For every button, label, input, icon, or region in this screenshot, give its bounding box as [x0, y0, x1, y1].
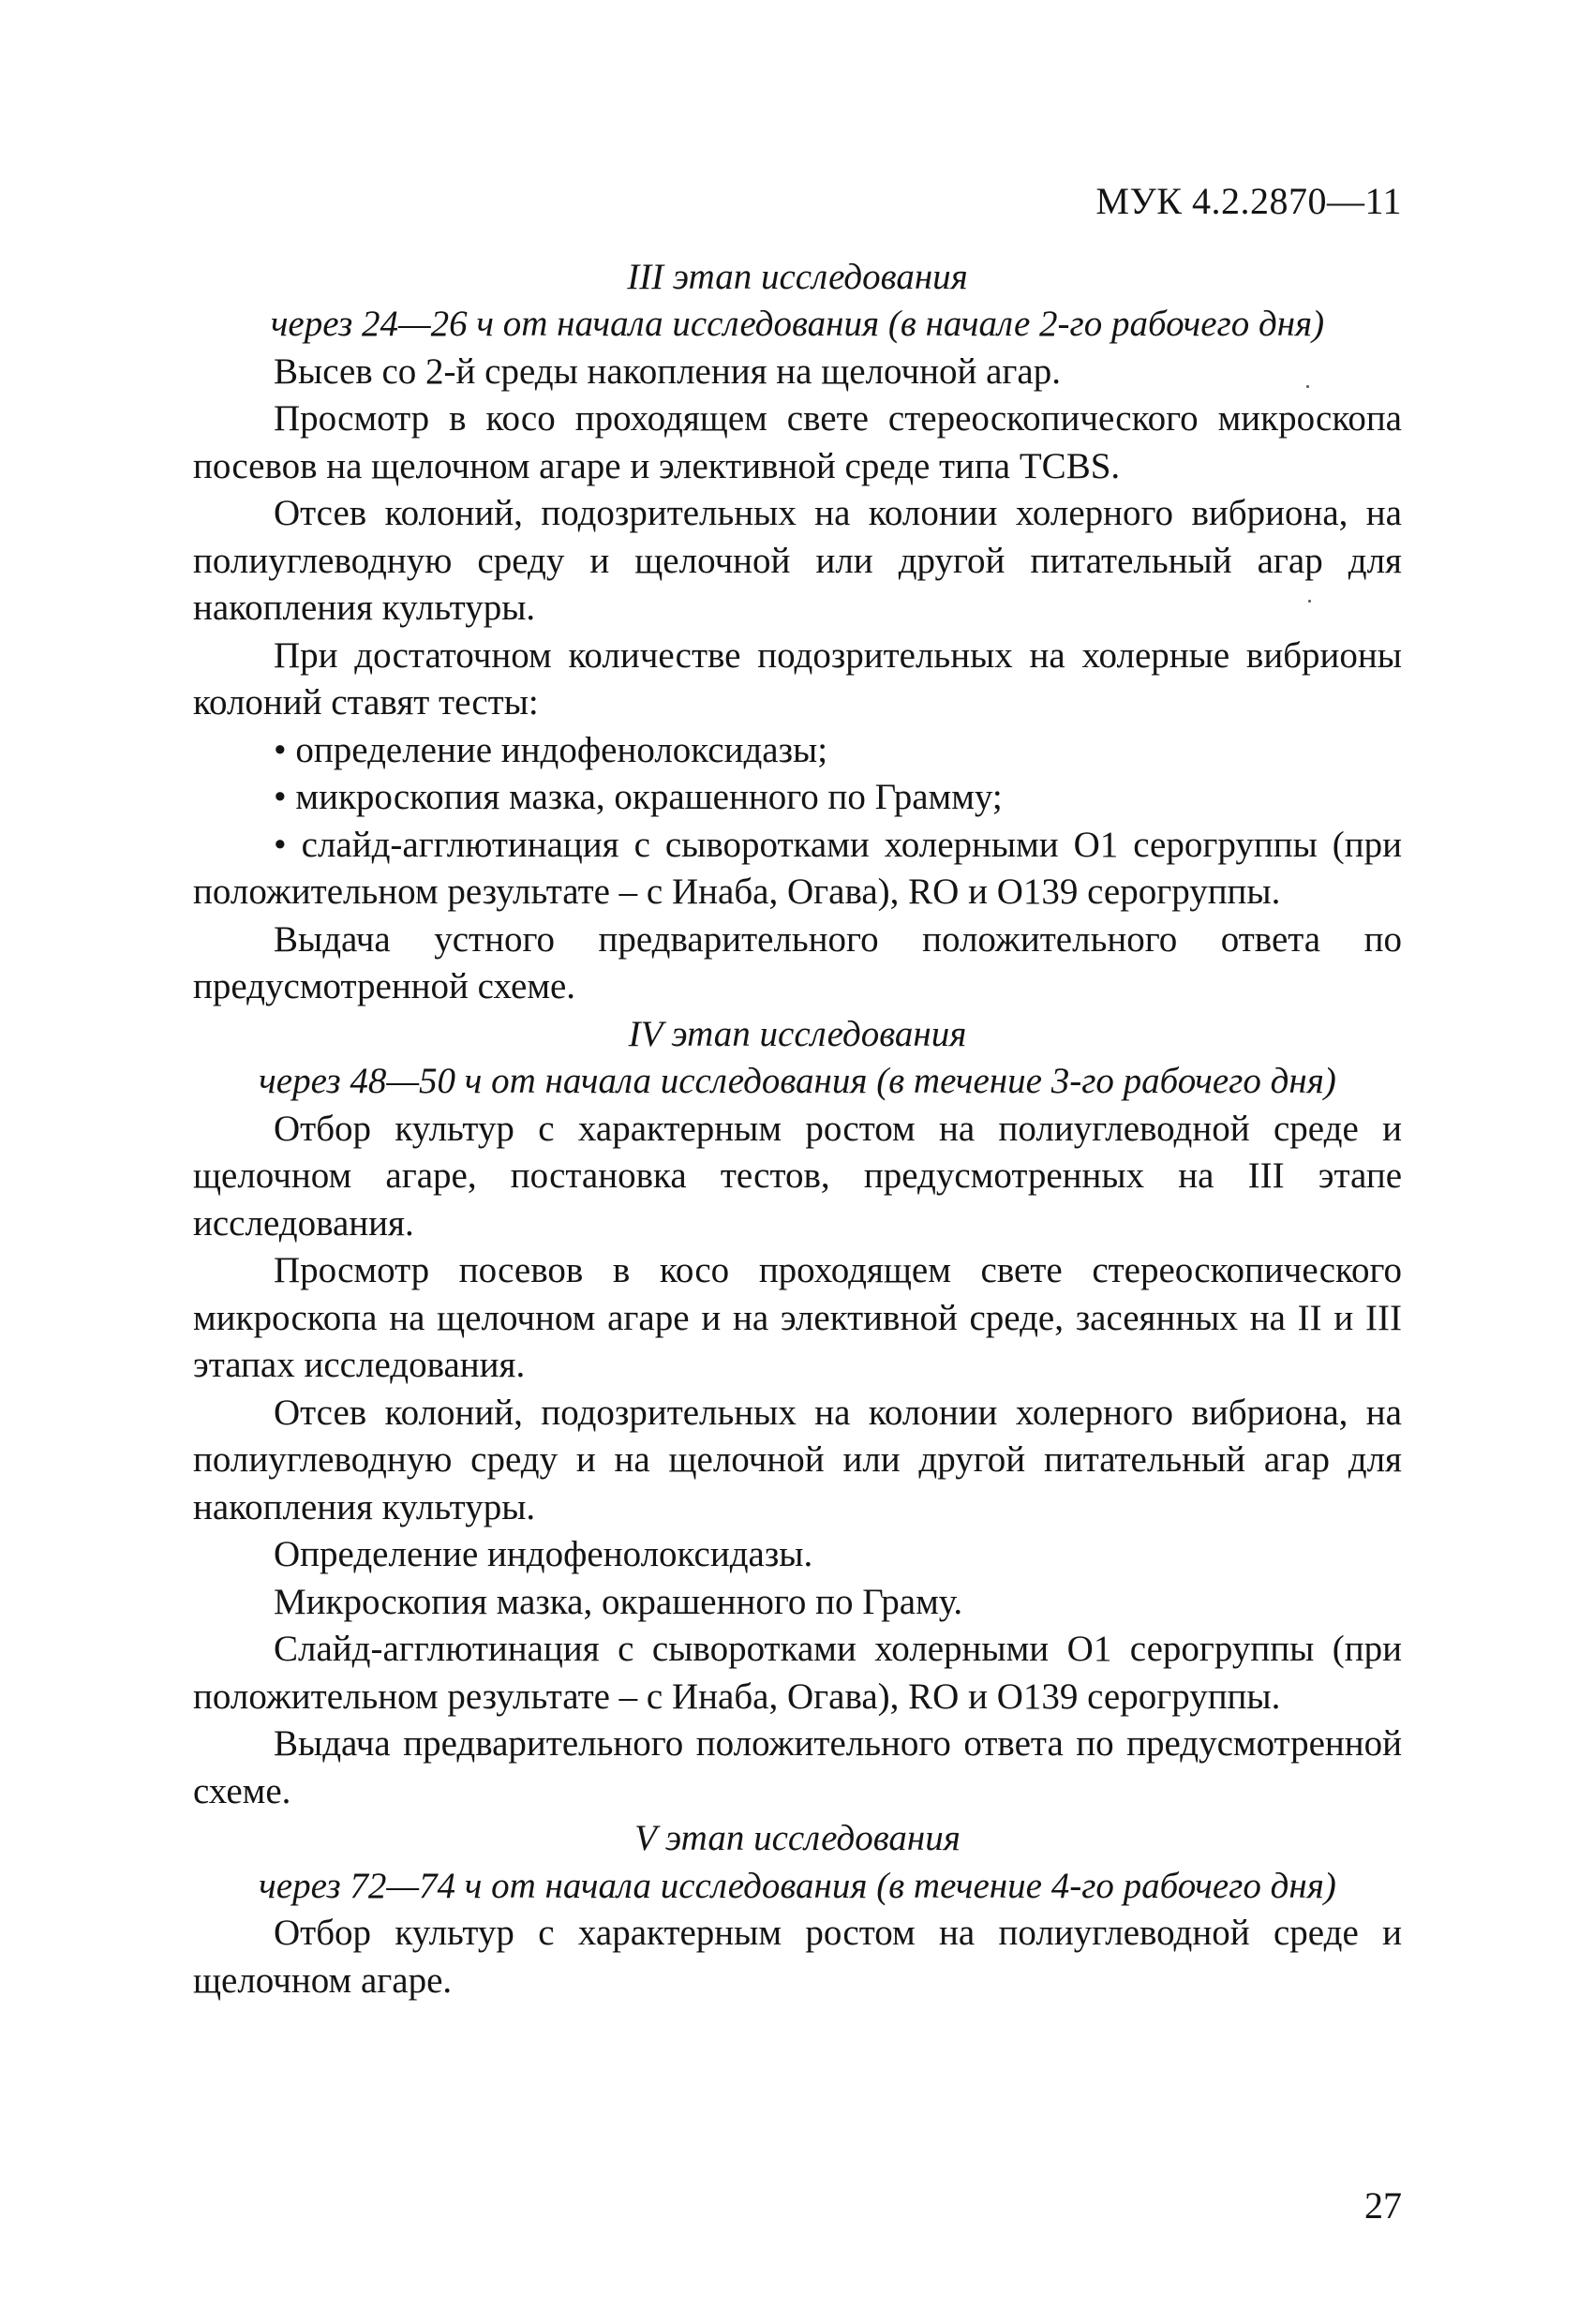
stage4-paragraph-7: Выдача предварительного положительного ответа по предусмотренной схеме.	[193, 1723, 1402, 1811]
stage4-paragraph-1: Отбор культур с характерным ростом на полиуглеводной среде и щелочном агаре, постановка тестов, предусмотренных на III этапе исследования.	[193, 1108, 1402, 1244]
document-page	[193, 178, 1402, 2277]
stage4-paragraph-2: Просмотр посевов в косо проходящем свете стереоскопического микроскопа на щелочном агаре и на элективной среде, засеянных на II и III этапах исследования.	[193, 1250, 1402, 1385]
stage3-paragraph-1: Высев со 2-й среды накопления на щелочной агар.	[274, 350, 1061, 392]
stage4-paragraph-5: Микроскопия мазка, окрашенного по Граму.	[274, 1581, 963, 1622]
stage4-paragraph-4: Определение индофенолоксидазы.	[274, 1534, 813, 1574]
document-code: МУК 4.2.2870—11	[1095, 180, 1402, 222]
stage4-paragraph-6: Слайд-агглютинация с сыворотками холерными О1 серогруппы (при положительном результате – с Инаба, Огава), RO и О139 серогруппы.	[193, 1629, 1402, 1717]
stage4-paragraph-3: Отсев колоний, подозрительных на колонии холерного вибриона, на полиуглеводную среду и на щелочной или другой питательный агар для накопления культуры.	[193, 1392, 1402, 1527]
scan-speck	[1306, 385, 1309, 388]
stage3-bullet-3: • слайд-агглютинация с сыворотками холерными О1 серогруппы (при положительном результате – с Инаба, Огава), RO и О139 серогруппы.	[193, 824, 1402, 912]
stage3-bullet-1: • определение индофенолоксидазы;	[274, 729, 828, 770]
stage5-title: V этап исследования	[634, 1818, 961, 1858]
stage3-title: III этап исследования	[627, 256, 968, 297]
stage3-closing: Выдача устного предварительного положительного ответа по предусмотренной схеме.	[193, 918, 1402, 1006]
stage4-subtitle: через 48—50 ч от начала исследования (в течение 3-го рабочего дня)	[259, 1061, 1336, 1101]
page-number: 27	[1364, 2184, 1402, 2227]
stage5-paragraph-1: Отбор культур с характерным ростом на полиуглеводной среде и щелочном агаре.	[193, 1913, 1402, 2001]
stage3-paragraph-4: При достаточном количестве подозрительных на холерные вибрионы колоний ставят тесты:	[193, 634, 1402, 723]
stage3-subtitle: через 24—26 ч от начала исследования (в начале 2-го рабочего дня)	[270, 304, 1325, 344]
stage3-paragraph-3: Отсев колоний, подозрительных на колонии холерного вибриона, на полиуглеводную среду и щелочной или другой питательный агар для накопления культуры.	[193, 493, 1402, 628]
stage3-bullet-2: • микроскопия мазка, окрашенного по Грамму;	[274, 777, 1003, 817]
stage5-subtitle: через 72—74 ч от начала исследования (в течение 4-го рабочего дня)	[259, 1865, 1336, 1906]
stage4-title: IV этап исследования	[628, 1013, 967, 1054]
stage3-paragraph-2: Просмотр в косо проходящем свете стереоскопического микроскопа посевов на щелочном агаре и элективной среде типа TCBS.	[193, 398, 1402, 486]
scan-speck	[1308, 600, 1311, 603]
